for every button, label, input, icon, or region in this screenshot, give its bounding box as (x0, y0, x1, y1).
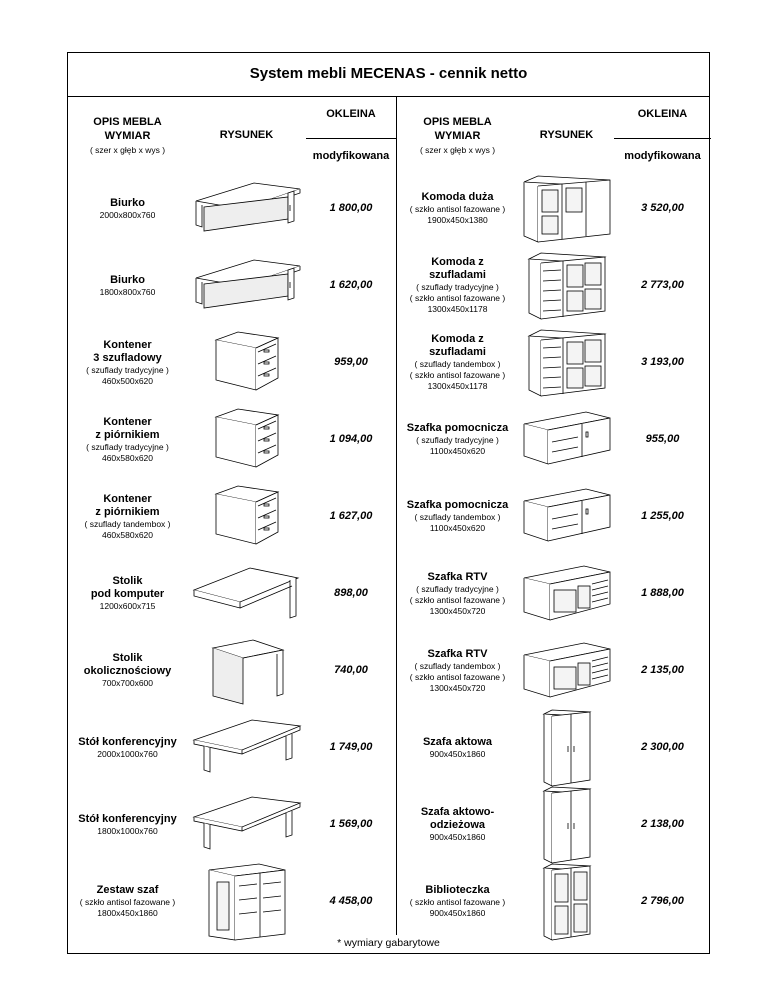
item-dimensions: 460x580x620 (101, 529, 154, 540)
left-item-desc (68, 247, 187, 324)
right-item-price: 3 193,00 (641, 355, 684, 368)
right-item-price: 2 300,00 (641, 740, 684, 753)
item-name: Kontener 3 szufladowy (93, 338, 162, 364)
item-dimensions: 1800x450x1860 (97, 908, 158, 918)
item-note: ( szkło antisol fazowane ) (409, 293, 506, 303)
right-item-price: 1 255,00 (641, 509, 684, 522)
left-item-price: 1 094,00 (329, 432, 373, 445)
right-item-price: 2 773,00 (641, 278, 684, 291)
tv-cabinet-icon (522, 564, 612, 624)
item-note: ( szuflady tradycyjne ) (416, 435, 499, 445)
right-item-desc (396, 247, 519, 324)
drawer-container-icon (212, 482, 282, 552)
file-wardrobe-icon (542, 708, 592, 788)
item-note: ( szuflady tradycyjne ) (416, 282, 499, 292)
right-item-desc (396, 170, 519, 247)
left-modified-header: modyfikowana (312, 150, 390, 162)
item-dimensions: 1800x800x760 (99, 286, 156, 297)
item-name: Stół konferencyjny (78, 735, 177, 748)
right-item-desc (396, 709, 519, 786)
right-drawing-header: RYSUNEK (539, 129, 594, 141)
right-item-price: 2 135,00 (641, 663, 684, 676)
right-modified-header: modyfikowana (624, 150, 701, 162)
item-name: Szafa aktowa (422, 735, 493, 748)
left-item-price: 1 569,00 (329, 817, 373, 830)
left-item-desc (68, 324, 187, 401)
item-dimensions: 700x700x600 (101, 678, 154, 688)
right-item-desc (396, 478, 519, 555)
right-desc-header (396, 115, 519, 157)
dresser-drawers-icon (527, 251, 607, 321)
left-item-desc (68, 786, 187, 863)
item-name: Biblioteczka (425, 884, 490, 896)
footnote: * wymiary gabarytowe (337, 937, 440, 949)
item-dimensions: 1100x450x620 (429, 446, 486, 456)
item-dimensions: 1200x600x715 (99, 601, 156, 611)
left-item-price: 959,00 (334, 355, 368, 368)
right-item-price: 955,00 (645, 432, 680, 445)
right-item-desc (396, 401, 519, 478)
item-name: Komoda z szufladami (429, 256, 486, 281)
item-name: Szafka RTV (427, 570, 488, 583)
item-name: Kontener z piórnikiem (95, 415, 160, 441)
left-item-desc (68, 555, 187, 632)
item-dimensions: 900x450x1860 (429, 748, 486, 759)
right-item-desc (396, 555, 519, 632)
item-note: ( szuflady tradycyjne ) (86, 441, 169, 452)
title-divider (68, 96, 709, 97)
item-dimensions: 1300x450x1178 (427, 304, 488, 314)
item-dimensions: 460x580x620 (101, 452, 154, 463)
left-item-desc (68, 401, 187, 478)
item-name: Szafka RTV (427, 647, 488, 660)
item-note: ( szkło antisol fazowane ) (409, 671, 506, 682)
item-note: ( szkło antisol fazowane ) (79, 897, 176, 907)
left-item-price: 740,00 (334, 663, 368, 676)
item-name: Stolik okolicznościowy (83, 652, 172, 677)
left-item-desc (68, 478, 187, 555)
item-note: ( szkło antisol fazowane ) (409, 594, 506, 605)
item-dimensions: 1900x450x1380 (427, 215, 488, 225)
left-item-price: 1 620,00 (329, 278, 373, 291)
left-item-desc (68, 863, 187, 940)
right-item-desc (396, 632, 519, 709)
left-drawing-header: RYSUNEK (219, 129, 274, 141)
right-item-price: 2 138,00 (641, 817, 684, 830)
bookcase-icon (542, 862, 592, 942)
item-note: ( szuflady tradycyjne ) (86, 364, 169, 375)
drawer-container-icon (212, 405, 282, 475)
conference-table-icon (192, 795, 302, 855)
left-item-price: 1 800,00 (329, 201, 373, 214)
dresser-drawers-icon (527, 328, 607, 398)
right-item-price: 2 796,00 (641, 894, 684, 907)
left-item-price: 898,00 (334, 586, 368, 599)
file-wardrobe-icon (542, 785, 592, 865)
item-name: Komoda duża (421, 191, 494, 203)
tv-cabinet-icon (522, 641, 612, 701)
item-note: ( szkło antisol fazowane ) (409, 897, 506, 907)
left-item-desc (68, 709, 187, 786)
header-rule (306, 138, 396, 139)
item-dimensions: 1100x450x620 (429, 523, 486, 533)
conference-table-icon (192, 718, 302, 778)
left-item-price: 1 749,00 (329, 740, 373, 753)
desc-header-sub: ( szer x głęb x wys ) (89, 145, 166, 155)
left-okleina-header: OKLEINA (326, 108, 376, 120)
side-cabinet-icon (522, 410, 612, 470)
drawer-container-icon (212, 328, 282, 398)
item-name: Szafa aktowo- odzieżowa (420, 806, 495, 831)
header-rule (614, 138, 711, 139)
item-name: Szafka pomocnicza (406, 422, 509, 434)
item-name: Kontener z piórnikiem (95, 492, 160, 518)
right-item-price: 1 888,00 (641, 586, 684, 599)
item-name: Zestaw szaf (96, 884, 159, 896)
item-dimensions: 2000x1000x760 (97, 748, 158, 759)
left-desc-header (68, 115, 187, 157)
right-item-price: 3 520,00 (641, 201, 684, 214)
item-name: Biurko (110, 273, 145, 286)
item-note: ( szuflady tandembox ) (414, 359, 501, 369)
side-cabinet-icon (522, 487, 612, 547)
occasional-table-icon (207, 636, 287, 706)
desk-icon (192, 179, 302, 239)
item-name: Stolik pod komputer (90, 575, 165, 600)
page-title: System mebli MECENAS - cennik netto (249, 65, 528, 82)
item-dimensions: 2000x800x760 (99, 209, 156, 220)
item-note: ( szuflady tandembox ) (414, 512, 501, 522)
item-name: Stół konferencyjny (78, 812, 177, 825)
desk-icon (192, 256, 302, 316)
item-note: ( szkło antisol fazowane ) (409, 204, 506, 214)
desc-header-title: OPIS MEBLA WYMIAR (423, 116, 492, 142)
right-item-desc (396, 324, 519, 401)
cabinet-set-icon (207, 862, 287, 942)
item-dimensions: 1800x1000x760 (97, 825, 158, 836)
left-item-price: 1 627,00 (329, 509, 373, 522)
right-item-desc (396, 786, 519, 863)
item-name: Biurko (110, 196, 145, 209)
item-note: ( szuflady tradycyjne ) (416, 583, 499, 594)
left-item-price: 4 458,00 (329, 894, 373, 907)
desc-header-sub: ( szer x głęb x wys ) (419, 145, 496, 155)
item-dimensions: 460x500x620 (101, 375, 154, 386)
price-list-sheet (67, 52, 710, 954)
item-note: ( szuflady tandembox ) (414, 660, 501, 671)
item-note: ( szkło antisol fazowane ) (409, 370, 506, 380)
left-item-desc (68, 632, 187, 709)
right-okleina-header: OKLEINA (637, 108, 688, 120)
computer-table-icon (192, 564, 302, 624)
item-name: Komoda z szufladami (429, 333, 486, 358)
item-dimensions: 1300x450x720 (429, 682, 486, 693)
item-dimensions: 900x450x1860 (429, 832, 486, 842)
item-dimensions: 1300x450x1178 (427, 381, 488, 391)
item-note: ( szuflady tandembox ) (84, 518, 171, 529)
large-dresser-icon (522, 174, 612, 244)
desc-header-title: OPIS MEBLA WYMIAR (93, 116, 162, 142)
item-dimensions: 1300x450x720 (429, 605, 486, 616)
item-dimensions: 900x450x1860 (429, 908, 486, 918)
item-name: Szafka pomocnicza (406, 499, 509, 511)
left-item-desc (68, 170, 187, 247)
right-item-desc (396, 863, 519, 940)
